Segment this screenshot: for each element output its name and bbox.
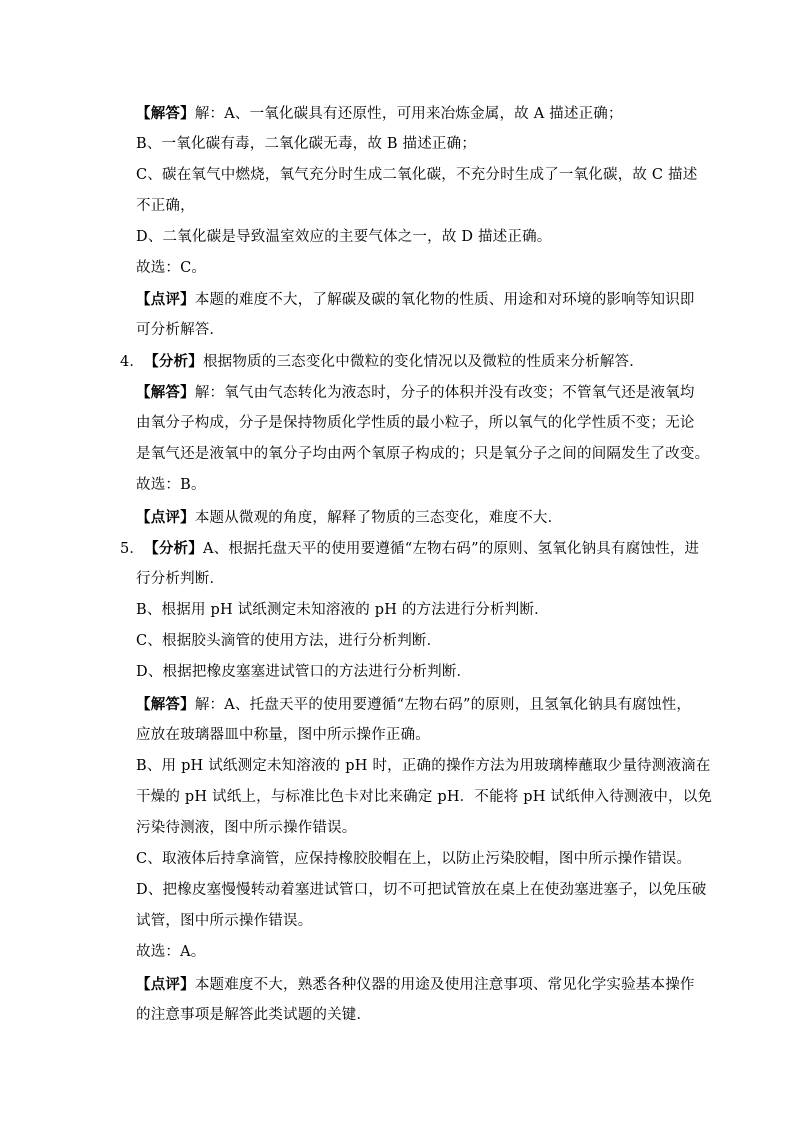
comment-tag: 【点评】 bbox=[136, 509, 195, 526]
q5-answer-text: 解：A、托盘天平的使用要遵循“左物右码”的原则，且氢氧化钠具有腐蚀性， bbox=[194, 697, 692, 713]
q3-answer-line-5: D、二氧化碳是导致温室效应的主要气体之一，故 D 描述正确。 bbox=[136, 229, 552, 245]
q5-answer-line-3: B、用 pH 试纸测定未知溶液的 pH 时，正确的操作方法为用玻璃棒蘸取少量待测液滴在 bbox=[136, 758, 711, 774]
q5-comment-line-1 bbox=[136, 969, 696, 1000]
comment-tag: 【点评】 bbox=[136, 976, 195, 993]
comment-tag: 【点评】 bbox=[136, 291, 195, 308]
q5-answer-line-8: 试管，图中所示操作错误。 bbox=[136, 913, 313, 929]
q4-answer-line-2: 由氧分子构成，分子是保持物质化学性质的最小粒子，所以氧气的化学性质不变；无论 bbox=[136, 415, 695, 431]
q3-comment-line-1 bbox=[136, 284, 696, 315]
q5-comment-line-2: 的注意事项是解答此类试题的关键． bbox=[136, 1007, 372, 1023]
q5-answer-line-4: 干燥的 pH 试纸上，与标准比色卡对比来确定 pH．不能将 pH 试纸伸入待测液中，以免 bbox=[136, 789, 713, 805]
q5-answer-line-9: 故选：A。 bbox=[136, 944, 206, 960]
q5-analysis-line-2: 行分析判断． bbox=[136, 571, 225, 587]
q4-answer-text: 解：氧气由气态转化为液态时，分子的体积并没有改变；不管氧气还是液氧均 bbox=[194, 385, 695, 401]
q3-comment-text: 本题的难度不大，了解碳及碳的氧化物的性质、用途和对环境的影响等知识即 bbox=[194, 292, 695, 308]
q5-analysis-text: A、根据托盘天平的使用要遵循“左物右码”的原则、氢氧化钠具有腐蚀性，进 bbox=[202, 541, 700, 557]
analysis-tag: 【分析】 bbox=[144, 540, 203, 557]
q4-analysis-text: 根据物质的三态变化中微粒的变化情况以及微粒的性质来分析解答． bbox=[202, 354, 644, 370]
question-number: 5． bbox=[120, 541, 145, 557]
q3-answer-line-6: 故选：C。 bbox=[136, 260, 207, 276]
q4-answer-line-3: 是氧气还是液氧中的氧分子均由两个氧原子构成的；只是氧分子之间的间隔发生了改变。 bbox=[136, 446, 710, 462]
q4-comment-line bbox=[136, 502, 696, 533]
answer-tag: 【解答】 bbox=[136, 105, 195, 122]
q5-comment-text: 本题难度不大，熟悉各种仪器的用途及使用注意事项、常见化学实验基本操作 bbox=[194, 977, 695, 993]
q4-analysis-line bbox=[120, 346, 680, 377]
q5-answer-line-1 bbox=[136, 689, 696, 720]
question-number: 4． bbox=[120, 354, 145, 370]
q3-answer-line-1 bbox=[136, 98, 696, 129]
q5-analysis-line-4: C、根据胶头滴管的使用方法，进行分析判断． bbox=[136, 633, 442, 649]
q5-analysis-line-5: D、根据把橡皮塞塞进试管口的方法进行分析判断． bbox=[136, 664, 472, 680]
answer-tag: 【解答】 bbox=[136, 696, 195, 713]
q5-answer-line-2: 应放在玻璃器皿中称量，图中所示操作正确。 bbox=[136, 727, 430, 743]
analysis-tag: 【分析】 bbox=[144, 353, 203, 370]
q5-analysis-line-3: B、根据用 pH 试纸测定未知溶液的 pH 的方法进行分析判断． bbox=[136, 602, 549, 618]
q3-answer-text: 解：A、一氧化碳具有还原性，可用来冶炼金属，故 A 描述正确； bbox=[194, 106, 623, 122]
q3-answer-line-3: C、碳在氧气中燃烧，氧气充分时生成二氧化碳，不充分时生成了一氧化碳，故 C 描述 bbox=[136, 167, 698, 183]
q3-answer-line-2: B、一氧化碳有毒，二氧化碳无毒，故 B 描述正确； bbox=[136, 136, 477, 152]
q4-answer-line-4: 故选：B。 bbox=[136, 477, 206, 493]
answer-tag: 【解答】 bbox=[136, 384, 195, 401]
q4-answer-line-1 bbox=[136, 377, 696, 408]
q3-comment-line-2: 可分析解答． bbox=[136, 322, 225, 338]
q5-answer-line-7: D、把橡皮塞慢慢转动着塞进试管口，切不可把试管放在桌上在使劲塞进塞子，以免压破 bbox=[136, 882, 707, 898]
q3-answer-line-4: 不正确， bbox=[136, 198, 195, 214]
q5-analysis-line-1 bbox=[120, 533, 700, 564]
q5-answer-line-5: 污染待测液，图中所示操作错误。 bbox=[136, 820, 357, 836]
q4-comment-text: 本题从微观的角度，解释了物质的三态变化，难度不大． bbox=[194, 510, 563, 526]
q5-answer-line-6: C、取液体后持拿滴管，应保持橡胶胶帽在上，以防止污染胶帽，图中所示操作错误。 bbox=[136, 851, 692, 867]
